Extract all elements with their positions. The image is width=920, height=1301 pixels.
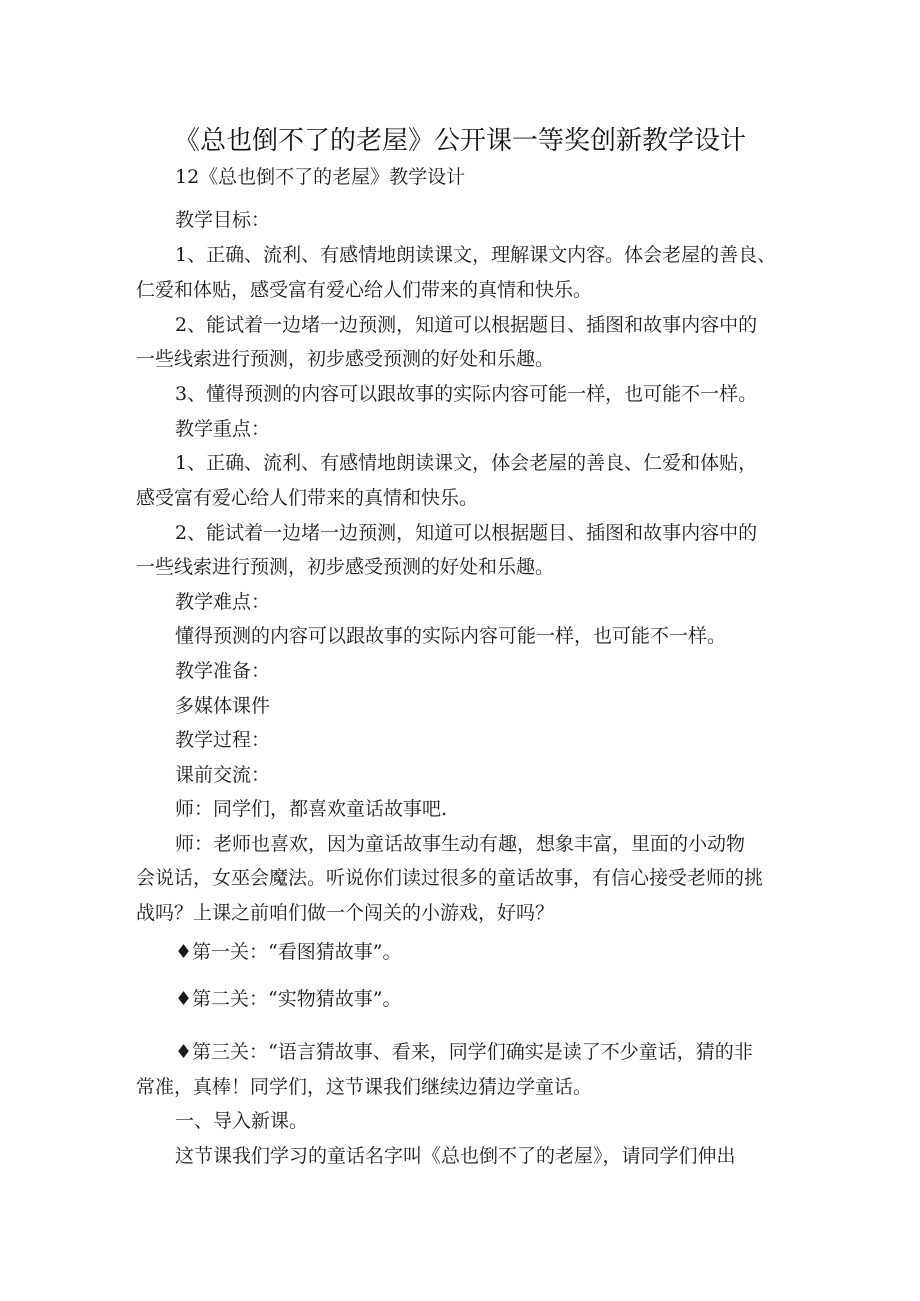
- section-heading-intro: 一、导入新课。: [175, 1110, 309, 1132]
- section-heading-process: 教学过程：: [175, 729, 271, 751]
- paragraph-line: 1、正确、流利、有感情地朗读课文，理解课文内容。体会老屋的善良、: [175, 244, 777, 266]
- paragraph-line: 多媒体课件: [175, 695, 271, 717]
- paragraph-line: 3、懂得预测的内容可以跟故事的实际内容可能一样，也可能不一样。: [175, 383, 758, 405]
- paragraph-line: 会说话，女巫会魔法。听说你们读过很多的童话故事，有信心接受老师的挑: [136, 867, 764, 889]
- paragraph-line: 2、能试着一边堵一边预测，知道可以根据题目、插图和故事内容中的: [175, 314, 758, 336]
- game-level-1: ♦第一关：“看图猜故事”。: [175, 941, 402, 963]
- game-level-3: ♦第三关：“语言猜故事、看来，同学们确实是读了不少童话，猜的非: [175, 1041, 753, 1063]
- section-heading-key-points: 教学重点：: [175, 418, 271, 440]
- paragraph-line: 一些线索进行预测，初步感受预测的好处和乐趣。: [136, 556, 555, 578]
- section-heading-difficulties: 教学难点：: [175, 591, 271, 613]
- paragraph-line: 常准，真棒！同学们，这节课我们继续边猜边学童话。: [136, 1076, 593, 1098]
- paragraph-line: 战吗？上课之前咱们做一个闯关的小游戏，好吗？: [136, 902, 555, 924]
- section-heading-warmup: 课前交流：: [175, 764, 271, 786]
- section-heading-preparation: 教学准备：: [175, 660, 271, 682]
- paragraph-line: 感受富有爱心给人们带来的真情和快乐。: [136, 487, 479, 509]
- game-level-2: ♦第二关：“实物猜故事”。: [175, 988, 402, 1010]
- paragraph-line: 这节课我们学习的童话名字叫《总也倒不了的老屋》，请同学们伸出: [175, 1145, 736, 1167]
- paragraph-line: 2、能试着一边堵一边预测，知道可以根据题目、插图和故事内容中的: [175, 522, 758, 544]
- paragraph-line: 师：同学们，都喜欢童话故事吧.: [175, 798, 448, 820]
- paragraph-line: 仁爱和体贴，感受富有爱心给人们带来的真情和快乐。: [136, 279, 593, 301]
- paragraph-line: 一些线索进行预测，初步感受预测的好处和乐趣。: [136, 348, 555, 370]
- paragraph-line: 懂得预测的内容可以跟故事的实际内容可能一样，也可能不一样。: [175, 625, 727, 647]
- lesson-heading: 12《总也倒不了的老屋》教学设计: [175, 166, 466, 188]
- document-title: 《总也倒不了的老屋》公开课一等奖创新教学设计: [173, 126, 746, 156]
- paragraph-line: 师：老师也喜欢，因为童话故事生动有趣，想象丰富，里面的小动物: [175, 833, 746, 855]
- section-heading-objectives: 教学目标：: [175, 209, 271, 231]
- paragraph-line: 1、正确、流利、有感情地朗读课文，体会老屋的善良、仁爱和体贴，: [175, 452, 758, 474]
